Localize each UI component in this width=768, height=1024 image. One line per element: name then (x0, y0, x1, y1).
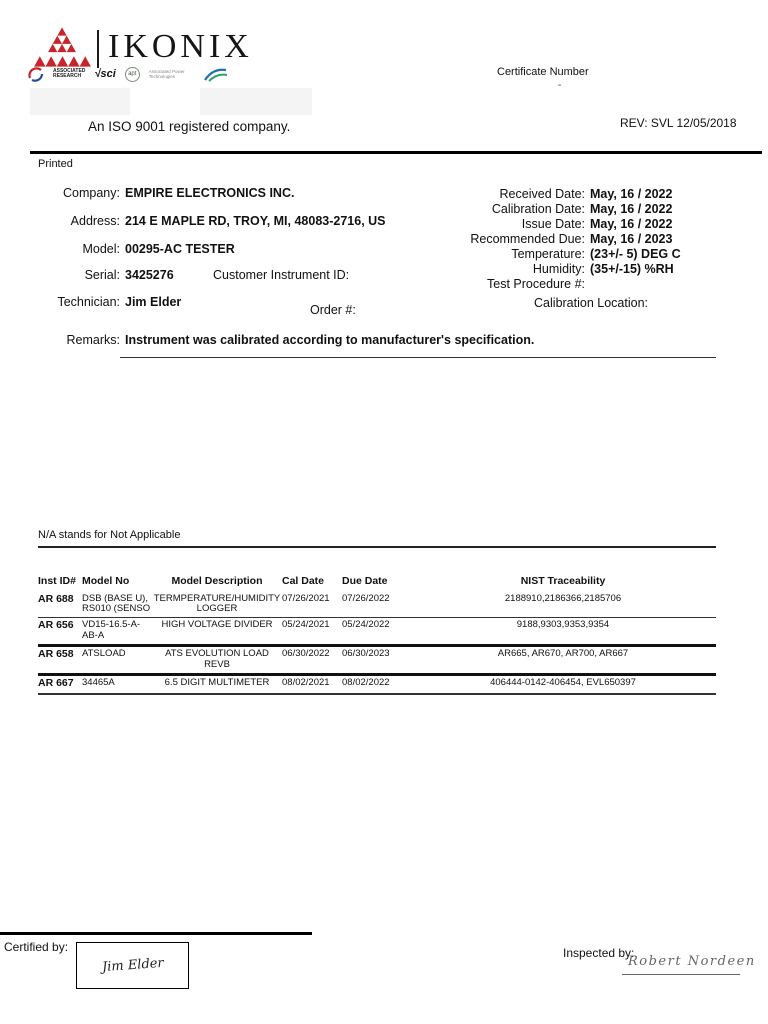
remarks-row (30, 333, 534, 347)
certificate-number-value: - (558, 80, 562, 91)
cell-model-no: DSB (BASE U), RS010 (SENSO (82, 592, 151, 614)
cell-inst-id: AR 688 (38, 592, 74, 605)
inspected-signature: Robert Nordeen (628, 954, 756, 969)
remarks-value: Instrument was calibrated according to manufacturer's specification. (125, 333, 535, 347)
temperature-row (430, 247, 681, 261)
received-date-label: Received Date: (499, 187, 585, 201)
address-row (30, 214, 386, 228)
certificate-number-label: Certificate Number (497, 66, 589, 78)
cell-model-description: ATS EVOLUTION LOAD REVB (165, 648, 269, 670)
cell-cal-date: 06/30/2022 (282, 648, 330, 660)
serial-row (30, 268, 174, 282)
recommended-due-row (430, 232, 672, 246)
remarks-rule (120, 357, 716, 358)
order-label: Order #: (310, 303, 356, 317)
humidity-value: (35+/-15) %RH (590, 262, 674, 276)
company-value: EMPIRE ELECTRONICS INC. (125, 186, 295, 200)
cell-due-date: 06/30/2023 (342, 648, 390, 660)
address-label: Address: (70, 214, 120, 228)
company-label: Company: (63, 186, 120, 200)
redacted-area (30, 88, 130, 115)
received-date-value: May, 16 / 2022 (590, 187, 673, 201)
associated-research-mark-icon (28, 66, 44, 82)
rev-text: REV: SVL 12/05/2018 (620, 116, 737, 130)
na-note: N/A stands for Not Applicable (38, 529, 181, 541)
associated-research-text (53, 69, 85, 80)
cell-due-date: 07/26/2022 (342, 592, 390, 604)
cell-nist: 406444-0142-406454, EVL650397 (490, 677, 636, 689)
table-header-row (38, 576, 716, 588)
recommended-due-value: May, 16 / 2023 (590, 232, 673, 246)
apt-logo-icon: apt (125, 67, 140, 82)
cell-nist: AR665, AR670, AR700, AR667 (497, 648, 629, 660)
swoosh-logo-icon (204, 67, 228, 82)
cell-inst-id: AR 667 (38, 677, 74, 690)
company-row (30, 186, 294, 200)
col-header-due-date: Due Date (342, 575, 388, 587)
cell-model-description: 6.5 DIGIT MULTIMETER (164, 677, 270, 689)
col-header-cal-date: Cal Date (282, 575, 325, 587)
cell-cal-date: 05/24/2021 (282, 619, 330, 631)
cell-inst-id: AR 658 (38, 648, 74, 661)
serial-value: 3425276 (125, 268, 174, 282)
sublogo-row (28, 64, 228, 84)
cell-model-description: TERMPERATURE/HUMIDITY LOGGER (153, 592, 281, 614)
table-row (38, 647, 716, 676)
header-rule (30, 151, 762, 154)
inspected-signature-line (622, 974, 740, 975)
cell-due-date: 08/02/2022 (342, 677, 390, 689)
cell-cal-date: 07/26/2021 (282, 592, 330, 604)
sci-logo: √sci (94, 68, 116, 80)
apt-subtext: Associated Power Technologies (148, 68, 185, 79)
certified-by-label: Certified by: (4, 940, 69, 954)
issue-date-label: Issue Date: (521, 217, 585, 231)
iso-statement: An ISO 9001 registered company. (88, 119, 291, 134)
received-date-row (430, 187, 672, 201)
cell-model-no: VD15-16.5-A-AB-A (82, 619, 141, 641)
technician-row (30, 295, 181, 309)
issue-date-value: May, 16 / 2022 (590, 217, 673, 231)
cell-inst-id: AR 656 (38, 619, 74, 632)
humidity-label: Humidity: (532, 262, 585, 276)
brand-text: IKONIX (108, 28, 253, 65)
model-value: 00295-AC TESTER (125, 242, 235, 256)
redacted-area (200, 88, 312, 115)
test-procedure-row (430, 277, 590, 291)
cell-due-date: 05/24/2022 (342, 619, 390, 631)
recommended-due-label: Recommended Due: (470, 232, 585, 246)
technician-label: Technician: (57, 295, 120, 309)
footer-rule (0, 932, 312, 935)
cell-cal-date: 08/02/2021 (282, 677, 330, 689)
inspected-by-label: Inspected by: (563, 946, 635, 960)
customer-instrument-id-label: Customer Instrument ID: (213, 268, 350, 282)
calibration-location-label: Calibration Location: (534, 296, 648, 310)
technician-value: Jim Elder (125, 295, 182, 309)
model-row (30, 242, 235, 256)
serial-label: Serial: (84, 268, 120, 282)
table-row (38, 618, 716, 647)
calibration-date-value: May, 16 / 2022 (590, 202, 673, 216)
cell-model-no: ATSLOAD (82, 648, 126, 660)
temperature-value: (23+/- 5) DEG C (590, 247, 681, 261)
temperature-label: Temperature: (511, 247, 585, 261)
logo-divider (97, 30, 99, 68)
calibration-date-label: Calibration Date: (491, 202, 585, 216)
na-rule (38, 546, 716, 548)
col-header-model-description: Model Description (171, 575, 263, 587)
address-value: 214 E MAPLE RD, TROY, MI, 48083-2716, US (125, 214, 386, 228)
table-row (38, 592, 716, 619)
printed-label: Printed (38, 158, 73, 170)
cell-model-description: HIGH VOLTAGE DIVIDER (161, 619, 273, 631)
calibration-date-row (430, 202, 672, 216)
remarks-label: Remarks: (66, 333, 120, 347)
associated-research-line2: RESEARCH (53, 73, 82, 79)
cell-model-no: 34465A (82, 677, 115, 689)
col-header-nist: NIST Traceability (520, 575, 606, 587)
table-row (38, 676, 716, 695)
instruments-table (38, 576, 716, 695)
issue-date-row (430, 217, 672, 231)
model-label: Model: (82, 242, 120, 256)
cell-nist: 9188,9303,9353,9354 (516, 619, 610, 631)
certified-signature: Jim Elder (101, 955, 164, 976)
humidity-row (430, 262, 674, 276)
test-procedure-label: Test Procedure #: (487, 277, 585, 291)
col-header-model-no: Model No (82, 575, 130, 587)
associated-research-line1: ASSOCIATED (53, 67, 86, 74)
col-header-inst-id: Inst ID# (38, 575, 76, 587)
certified-signature-box (76, 942, 189, 989)
cell-nist: 2188910,2186366,2185706 (504, 592, 622, 604)
